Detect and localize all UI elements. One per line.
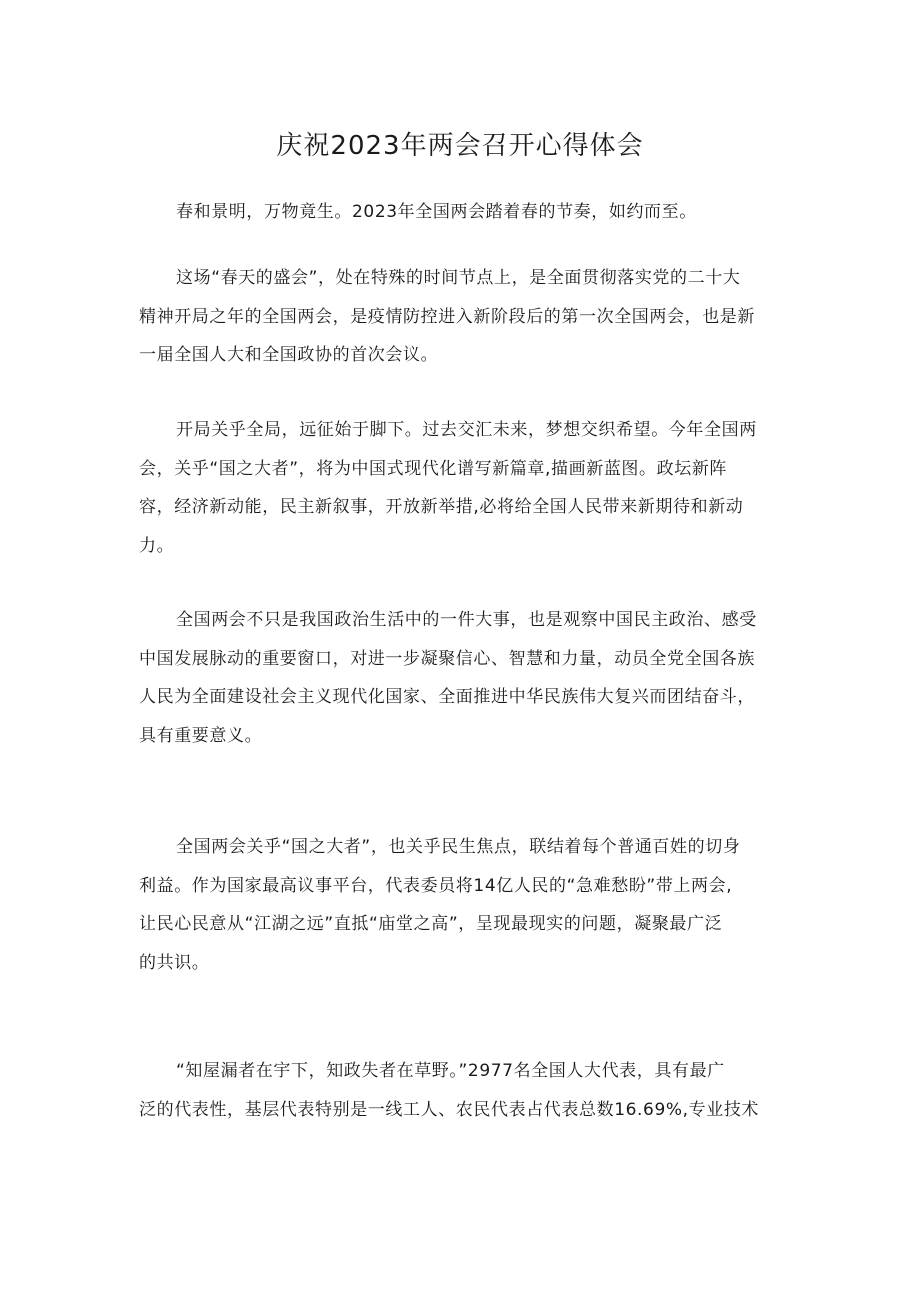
paragraph-4 xyxy=(139,601,801,755)
paragraph-line: 会，关乎“国之大者”，将为中国式现代化谱写新篇章,描画新蓝图。政坛新阵 xyxy=(139,458,728,479)
document-title: 庆祝2023年两会召开心得体会 xyxy=(276,131,644,161)
paragraph-line: 全国两会关乎“国之大者”，也关乎民生焦点，联结着每个普通百姓的切身 xyxy=(176,837,741,857)
paragraph-line: 这场“春天的盛会”，处在特殊的时间节点上，是全面贯彻落实党的二十大 xyxy=(176,268,741,288)
paragraph-line: 春和景明，万物竟生。2023年全国两会踏着春的节奏，如约而至。 xyxy=(176,202,697,222)
paragraph-line: 开局关乎全局，远征始于脚下。过去交汇未来，梦想交织希望。今年全国两 xyxy=(176,420,757,440)
paragraph-line: 人民为全面建设社会主义现代化国家、全面推进中华民族伟大复兴而团结奋斗， xyxy=(139,687,755,707)
paragraph-line: 一届全国人大和全国政协的首次会议。 xyxy=(139,345,439,365)
paragraph-line: 全国两会不只是我国政治生活中的一件大事，也是观察中国民主政治、感受 xyxy=(176,610,757,630)
paragraph-line: “知屋漏者在宇下，知政失者在草野。”2977名全国人大代表，具有最广 xyxy=(176,1061,725,1081)
paragraph-line: 泛的代表性，基层代表特别是一线工人、农民代表占代表总数16.69%,专业技术 xyxy=(139,1099,760,1120)
paragraph-line: 的共识。 xyxy=(139,952,210,973)
paragraph-3 xyxy=(139,411,801,565)
paragraph-line: 容，经济新动能，民主新叙事，开放新举措,必将给全国人民带来新期待和新动 xyxy=(139,497,744,517)
paragraph-line: 让民心民意从“江湖之远”直抵“庙堂之高”，呈现最现实的问题，凝聚最广泛 xyxy=(139,914,723,934)
paragraph-line: 力。 xyxy=(139,535,175,556)
paragraph-1 xyxy=(139,193,801,232)
paragraph-2 xyxy=(139,259,801,375)
paragraph-line: 利益。作为国家最高议事平台，代表委员将14亿人民的“急难愁盼”带上两会, xyxy=(139,875,733,896)
paragraph-line: 精神开局之年的全国两会，是疫情防控进入新阶段后的第一次全国两会，也是新 xyxy=(139,306,755,327)
paragraph-line: 具有重要意义。 xyxy=(139,725,263,746)
paragraph-6 xyxy=(139,1052,801,1129)
paragraph-line: 中国发展脉动的重要窗口，对进一步凝聚信心、智慧和力量，动员全党全国各族 xyxy=(139,648,755,669)
paragraph-5 xyxy=(139,828,801,982)
